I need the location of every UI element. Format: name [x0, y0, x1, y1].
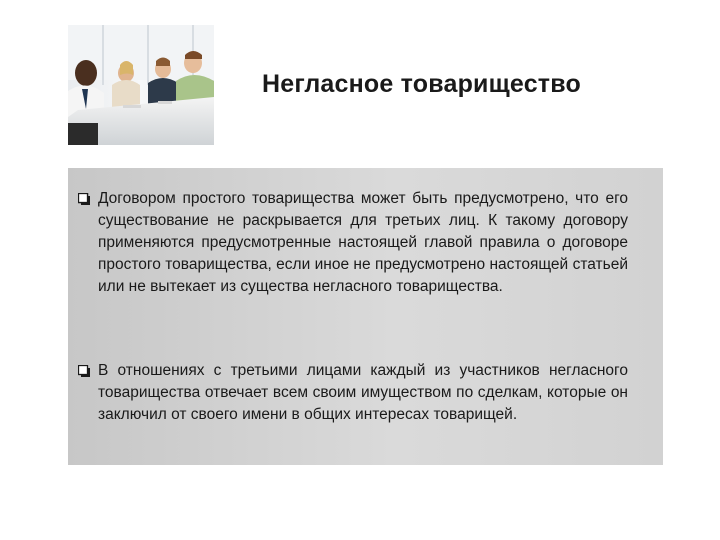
bullet-item [98, 188, 628, 298]
checkbox-square-icon [78, 193, 90, 205]
business-meeting-photo [68, 25, 214, 145]
content-box [68, 168, 663, 465]
bullet-item [98, 360, 628, 426]
bullet-text: Договором простого товарищества может быть предусмотрено, что его существование не раскрывается для третьих лиц. К такому договору применяются предусмотренные настоящей главой правила о договоре простого товарищества, если иное не предусмотрено настоящей статьей или не вытекает из существа негласного товарищества. [98, 190, 628, 295]
slide-title: Негласное товарищество [262, 70, 581, 98]
bullet-text: В отношениях с третьими лицами каждый из участников негласного товарищества отвечает всем своим имуществом по сделкам, которые он заключил от своего имени в общих интересах товарищей. [98, 362, 628, 423]
checkbox-square-icon [78, 365, 90, 377]
